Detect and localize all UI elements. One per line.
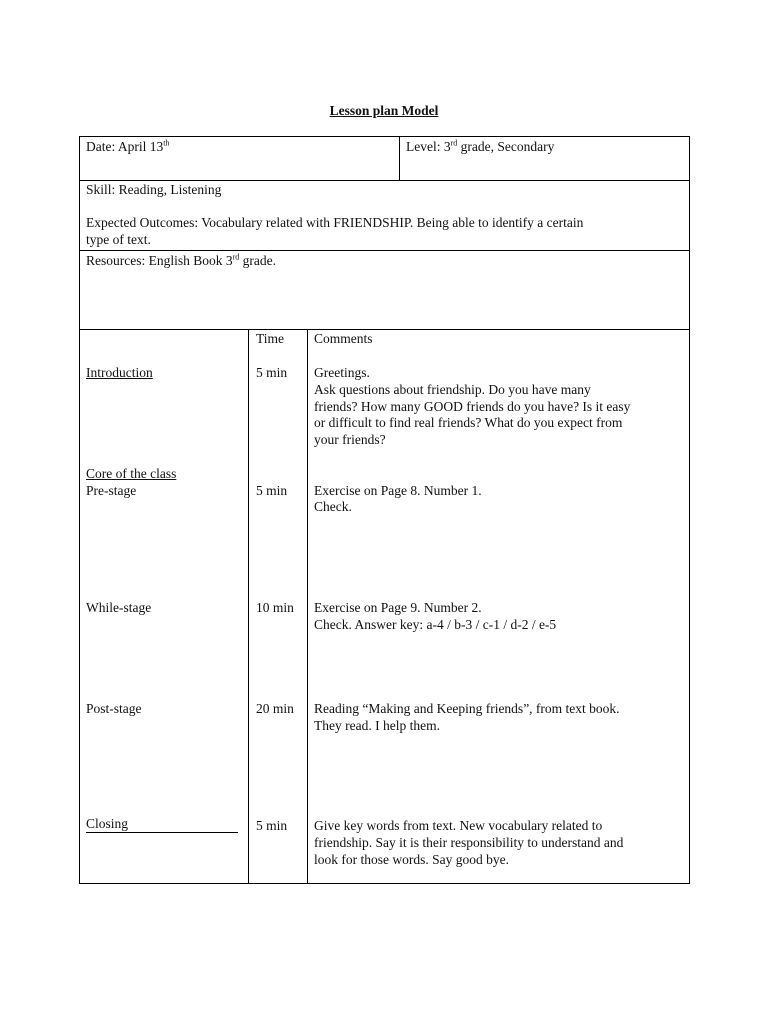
- comment-post-2: They read. I help them.: [314, 718, 440, 733]
- row-divider-2: [79, 250, 690, 251]
- comment-closing-3: look for those words. Say good bye.: [314, 852, 509, 867]
- date-suffix: th: [163, 138, 170, 148]
- comment-pre-1: Exercise on Page 8. Number 1.: [314, 483, 482, 498]
- table-border-bottom: [79, 883, 690, 884]
- outcomes-line2: type of text.: [86, 232, 151, 247]
- comment-pre-2: Check.: [314, 499, 352, 514]
- table-border-right: [689, 136, 690, 884]
- comment-while-1: Exercise on Page 9. Number 2.: [314, 600, 482, 615]
- level-value: 3: [443, 139, 451, 154]
- skill-label: Skill:: [86, 182, 116, 197]
- comment-while-2: Check. Answer key: a-4 / b-3 / c-1 / d-2 / e-5: [314, 617, 557, 632]
- header-time: Time: [256, 331, 285, 346]
- comment-closing-2: friendship. Say it is their responsibility to understand and: [314, 835, 624, 850]
- skill-field: [86, 181, 221, 198]
- comment-introduction-4: or difficult to find real friends? What do you expect from: [314, 415, 623, 430]
- stage-closing-container: [86, 817, 238, 833]
- time-introduction: 5 min: [256, 365, 288, 380]
- outcomes-line1: Vocabulary related with FRIENDSHIP. Being able to identify a certain: [201, 215, 584, 230]
- col-divider-stage-time: [248, 329, 249, 884]
- resources-value: English Book 3: [148, 253, 233, 268]
- time-post: 20 min: [256, 701, 294, 716]
- level-field: [406, 138, 554, 155]
- resources-value-rest: grade.: [239, 253, 277, 268]
- table-border-top: [79, 136, 690, 137]
- level-suffix: rd: [450, 138, 458, 148]
- table-border-left: [79, 136, 80, 884]
- document-title: Lesson plan Model: [329, 103, 439, 118]
- col-divider-time-comments: [307, 329, 308, 884]
- row-divider-3: [79, 329, 690, 330]
- col-divider-date-level: [399, 136, 400, 181]
- comment-introduction-3: friends? How many GOOD friends do you have? Is it easy: [314, 399, 631, 414]
- stage-while: While-stage: [86, 600, 152, 615]
- comment-introduction-1: Greetings.: [314, 365, 370, 380]
- outcomes-field: [86, 214, 583, 231]
- time-closing: 5 min: [256, 818, 288, 833]
- date-label: Date:: [86, 139, 116, 154]
- resources-label: Resources:: [86, 253, 146, 268]
- header-comments: Comments: [314, 331, 373, 346]
- resources-suffix: rd: [232, 252, 240, 262]
- level-label: Level:: [406, 139, 441, 154]
- comment-closing-1: Give key words from text. New vocabulary related to: [314, 818, 603, 833]
- skill-value: Reading, Listening: [118, 182, 222, 197]
- comment-post-1: Reading “Making and Keeping friends”, from text book.: [314, 701, 620, 716]
- time-while: 10 min: [256, 600, 294, 615]
- comment-introduction-5: your friends?: [314, 432, 386, 447]
- level-value-rest: grade, Secondary: [457, 139, 555, 154]
- outcomes-label: Expected Outcomes:: [86, 215, 199, 230]
- resources-field: [86, 252, 276, 269]
- comment-introduction-2: Ask questions about friendship. Do you have many: [314, 382, 591, 397]
- date-value: April 13: [117, 139, 164, 154]
- date-field: [86, 138, 170, 155]
- stage-post: Post-stage: [86, 701, 142, 716]
- time-pre: 5 min: [256, 483, 288, 498]
- stage-pre: Pre-stage: [86, 483, 137, 498]
- stage-closing: Closing: [86, 816, 129, 831]
- stage-core-heading: Core of the class: [86, 466, 177, 481]
- stage-introduction: Introduction: [86, 365, 153, 380]
